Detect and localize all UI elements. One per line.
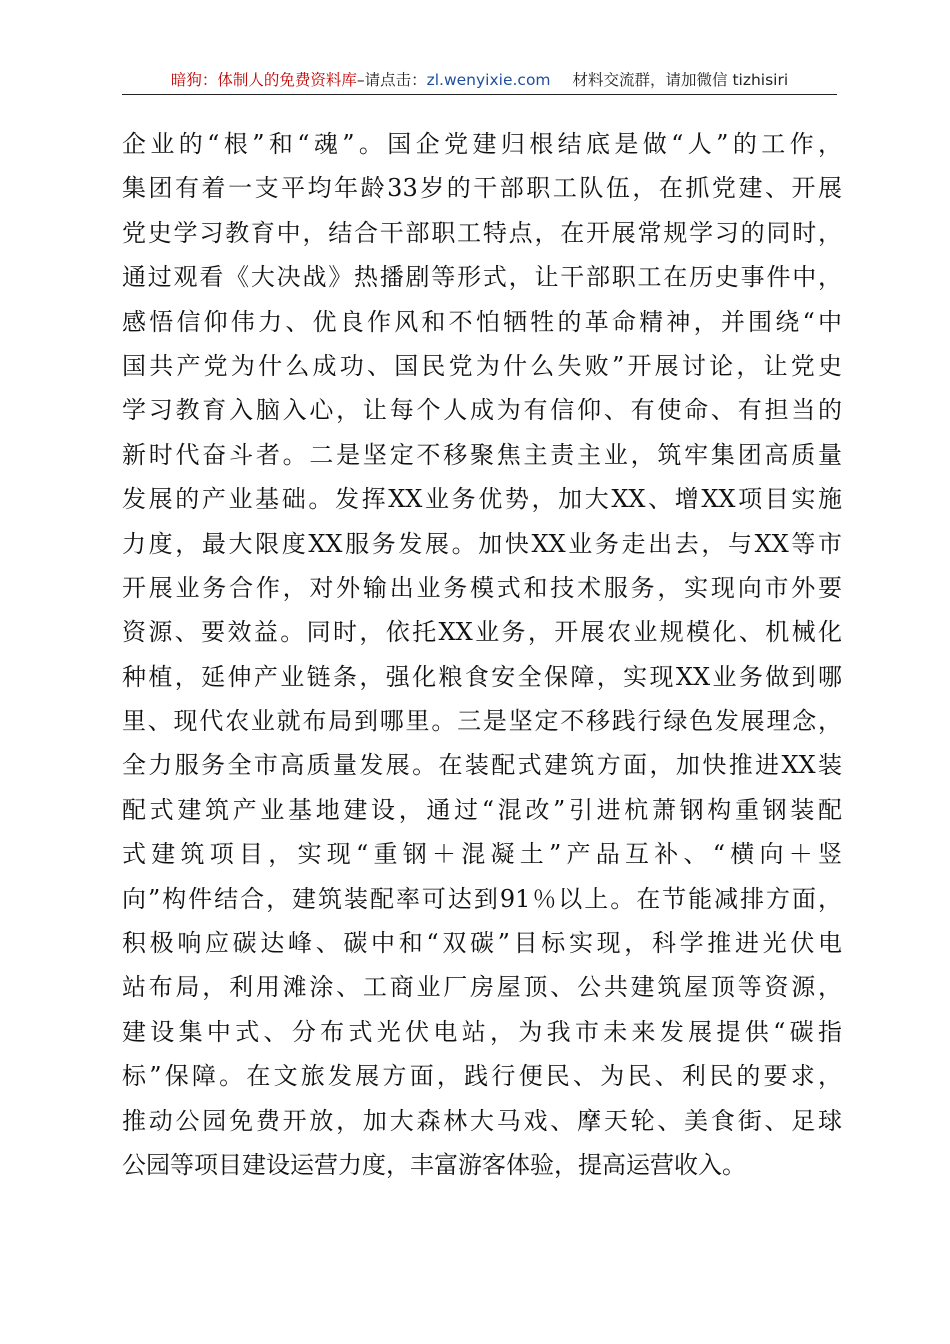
text-line: 配式建筑产业基地建设，通过“混改”引进杭萧钢构重钢装配 xyxy=(122,795,842,824)
document-body xyxy=(122,122,842,1187)
text-line: 力度，最大限度XX服务发展。加快XX业务走出去，与XX等市 xyxy=(122,529,842,558)
text-line: 资源、要效益。同时，依托XX业务，开展农业规模化、机械化 xyxy=(122,618,842,647)
page-header xyxy=(122,68,837,95)
text-line: 新时代奋斗者。二是坚定不移聚焦主责主业，筑牢集团高质量 xyxy=(122,440,842,469)
text-line: 发展的产业基础。发挥XX业务优势，加大XX、增XX项目实施 xyxy=(122,485,842,514)
text-line: 种植，延伸产业链条，强化粮食安全保障，实现XX业务做到哪 xyxy=(122,662,842,691)
text-line: 感悟信仰伟力、优良作风和不怕牺牲的革命精神，并围绕“中 xyxy=(122,307,842,336)
text-line: 国共产党为什么成功、国民党为什么失败”开展讨论，让党史 xyxy=(122,351,842,380)
text-line: 公园等项目建设运营力度，丰富游客体验，提高运营收入。 xyxy=(122,1150,746,1179)
header-url-link[interactable]: zl.wenyixie.com xyxy=(426,71,551,89)
text-line: 推动公园免费开放，加大森林大马戏、摩天轮、美食街、足球 xyxy=(122,1106,842,1135)
text-line: 向”构件结合，建筑装配率可达到91％以上。在节能减排方面， xyxy=(122,884,842,913)
header-contact: 材料交流群，请加微信 tizhisiri xyxy=(572,71,789,89)
text-line: 里、现代农业就布局到哪里。三是坚定不移践行绿色发展理念， xyxy=(122,707,842,736)
header-prompt: –请点击： xyxy=(356,71,427,89)
text-line: 站布局，利用滩涂、工商业厂房屋顶、公共建筑屋顶等资源， xyxy=(122,973,842,1002)
text-line: 式建筑项目，实现“重钢＋混凝土”产品互补、“横向＋竖 xyxy=(122,840,842,869)
text-line: 开展业务合作，对外输出业务模式和技术服务，实现向市外要 xyxy=(122,573,842,602)
text-line: 全力服务全市高质量发展。在装配式建筑方面，加快推进XX装 xyxy=(122,751,842,780)
text-line: 通过观看《大决战》热播剧等形式，让干部职工在历史事件中， xyxy=(122,263,842,292)
text-line: 建设集中式、分布式光伏电站，为我市未来发展提供“碳指 xyxy=(122,1017,842,1046)
header-brand: 暗狗：体制人的免费资料库 xyxy=(170,71,357,89)
text-line: 积极响应碳达峰、碳中和“双碳”目标实现，科学推进光伏电 xyxy=(122,929,842,958)
text-line: 标”保障。在文旅发展方面，践行便民、为民、利民的要求， xyxy=(122,1062,842,1091)
text-line: 集团有着一支平均年龄33岁的干部职工队伍，在抓党建、开展 xyxy=(122,174,842,203)
text-line: 学习教育入脑入心，让每个人成为有信仰、有使命、有担当的 xyxy=(122,396,842,425)
text-line: 企业的“根”和“魂”。国企党建归根结底是做“人”的工作， xyxy=(122,130,842,158)
text-line: 党史学习教育中，结合干部职工特点，在开展常规学习的同时， xyxy=(122,218,842,247)
